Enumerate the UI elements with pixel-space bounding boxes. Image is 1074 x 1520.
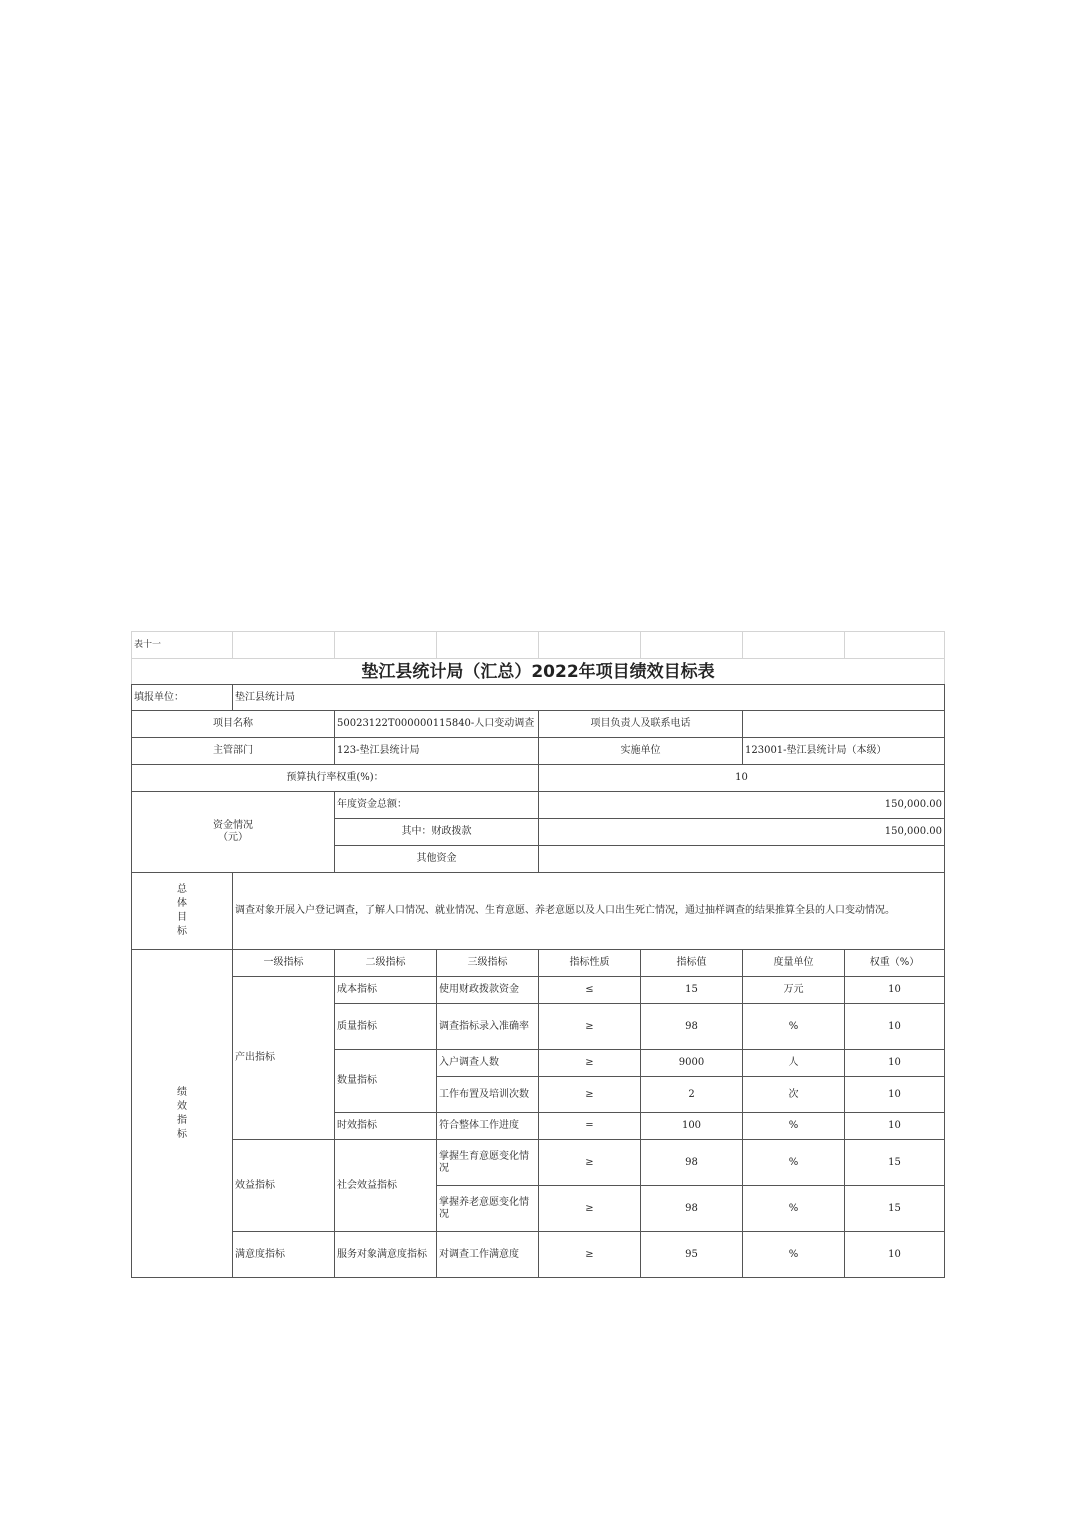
table-number: 表十一 (132, 632, 233, 659)
fiscal-funds-label: 其中：财政拨款 (335, 819, 539, 846)
contact-value (743, 711, 945, 738)
value-cell: 98 (641, 1186, 743, 1232)
table-row (132, 977, 945, 1004)
value-cell: 98 (641, 1140, 743, 1186)
budget-weight-value: 10 (539, 765, 945, 792)
level2-cost: 成本指标 (335, 977, 437, 1004)
table-row (132, 1232, 945, 1278)
weight-cell: 15 (845, 1140, 945, 1186)
level3-cell: 对调查工作满意度 (437, 1232, 539, 1278)
value-cell: 2 (641, 1077, 743, 1113)
nature-cell: ≥ (539, 1186, 641, 1232)
weight-cell: 15 (845, 1186, 945, 1232)
unit-cell: % (743, 1232, 845, 1278)
nature-cell: ≥ (539, 1232, 641, 1278)
nature-cell: ≤ (539, 977, 641, 1004)
level2-quantity: 数量指标 (335, 1050, 437, 1113)
weight-cell: 10 (845, 1077, 945, 1113)
level2-service-satisfaction: 服务对象满意度指标 (335, 1232, 437, 1278)
nature-cell: = (539, 1113, 641, 1140)
overall-goal-text: 调查对象开展入户登记调查，了解人口情况、就业情况、生育意愿、养老意愿以及人口出生死亡情况，通过抽样调查的结果推算全县的人口变动情况。 (233, 873, 945, 950)
level3-cell: 使用财政拨款资金 (437, 977, 539, 1004)
unit-cell: % (743, 1113, 845, 1140)
unit-cell: % (743, 1004, 845, 1050)
unit-cell: % (743, 1140, 845, 1186)
nature-cell: ≥ (539, 1077, 641, 1113)
level1-benefit: 效益指标 (233, 1140, 335, 1232)
header-level3: 三级指标 (437, 950, 539, 977)
level2-quality: 质量指标 (335, 1004, 437, 1050)
level3-cell: 掌握养老意愿变化情况 (437, 1186, 539, 1232)
level1-satisfaction: 满意度指标 (233, 1232, 335, 1278)
value-cell: 15 (641, 977, 743, 1004)
value-cell: 100 (641, 1113, 743, 1140)
funds-label: 资金情况 （元） (132, 792, 335, 873)
value-cell: 9000 (641, 1050, 743, 1077)
performance-target-sheet (131, 631, 944, 1278)
nature-cell: ≥ (539, 1140, 641, 1186)
unit-cell: 万元 (743, 977, 845, 1004)
unit-value: 垫江县统计局 (233, 685, 945, 711)
table-row (132, 1140, 945, 1186)
annual-funds-value: 150,000.00 (539, 792, 945, 819)
header-unit: 度量单位 (743, 950, 845, 977)
unit-cell: 人 (743, 1050, 845, 1077)
level2-social-benefit: 社会效益指标 (335, 1140, 437, 1232)
weight-cell: 10 (845, 1232, 945, 1278)
unit-cell: 次 (743, 1077, 845, 1113)
header-nature: 指标性质 (539, 950, 641, 977)
level1-output: 产出指标 (233, 977, 335, 1140)
page-title: 垫江县统计局（汇总）2022年项目绩效目标表 (132, 659, 945, 685)
level3-cell: 工作布置及培训次数 (437, 1077, 539, 1113)
nature-cell: ≥ (539, 1050, 641, 1077)
level3-cell: 调查指标录入准确率 (437, 1004, 539, 1050)
nature-cell: ≥ (539, 1004, 641, 1050)
header-weight: 权重（%） (845, 950, 945, 977)
dept-value: 123-垫江县统计局 (335, 738, 539, 765)
budget-weight-label: 预算执行率权重(%)： (132, 765, 539, 792)
unit-label: 填报单位： (132, 685, 233, 711)
level2-timeliness: 时效指标 (335, 1113, 437, 1140)
annual-funds-label: 年度资金总额： (335, 792, 539, 819)
value-cell: 98 (641, 1004, 743, 1050)
level3-cell: 符合整体工作进度 (437, 1113, 539, 1140)
impl-label: 实施单位 (539, 738, 743, 765)
dept-label: 主管部门 (132, 738, 335, 765)
overall-goal-label: 总 体 目 标 (132, 873, 233, 950)
level3-cell: 入户调查人数 (437, 1050, 539, 1077)
other-funds-value (539, 846, 945, 873)
unit-cell: % (743, 1186, 845, 1232)
weight-cell: 10 (845, 977, 945, 1004)
project-name-value: 50023122T000000115840-人口变动调查 (335, 711, 539, 738)
weight-cell: 10 (845, 1050, 945, 1077)
weight-cell: 10 (845, 1113, 945, 1140)
header-level2: 二级指标 (335, 950, 437, 977)
project-name-label: 项目名称 (132, 711, 335, 738)
other-funds-label: 其他资金 (335, 846, 539, 873)
header-value: 指标值 (641, 950, 743, 977)
weight-cell: 10 (845, 1004, 945, 1050)
performance-table (131, 631, 945, 1278)
value-cell: 95 (641, 1232, 743, 1278)
level3-cell: 掌握生育意愿变化情况 (437, 1140, 539, 1186)
header-level1: 一级指标 (233, 950, 335, 977)
fiscal-funds-value: 150,000.00 (539, 819, 945, 846)
perf-label: 绩 效 指 标 (132, 950, 233, 1278)
impl-value: 123001-垫江县统计局（本级） (743, 738, 945, 765)
contact-label: 项目负责人及联系电话 (539, 711, 743, 738)
